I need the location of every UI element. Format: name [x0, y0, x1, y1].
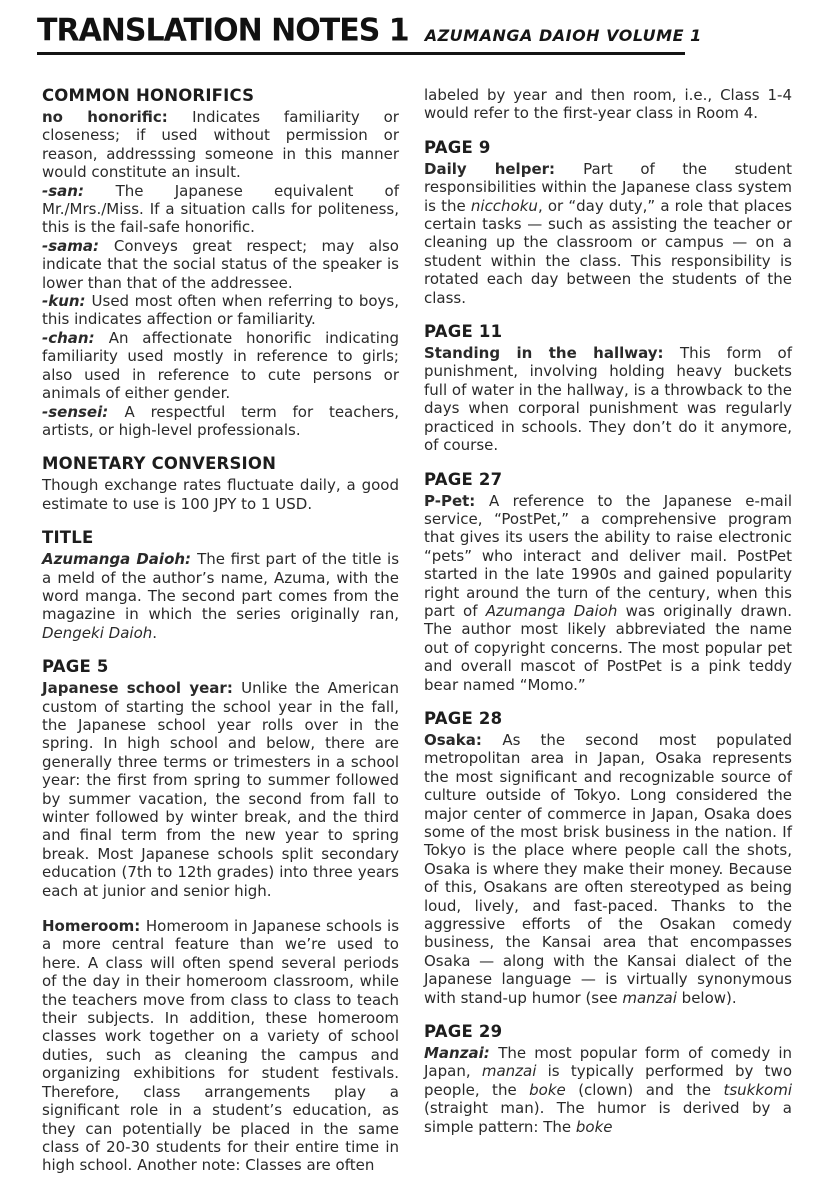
text-run: Though exchange rates fluctuate daily, a good estimate to use is 100 JPY to 1 USD. [42, 476, 399, 513]
page-header [37, 12, 702, 55]
section [424, 470, 792, 694]
text-run: Homeroom: [42, 917, 146, 936]
text-run: (clown) and the [565, 1080, 724, 1099]
text-run: An affectionate honorific indicating familiarity used mostly in reference to girls; also used in reference to cute persons or animals of either gender. [42, 328, 399, 403]
paragraph [42, 237, 399, 292]
paragraph [42, 182, 399, 237]
text-run: A respectful term for teachers, artists, or high-level professionals. [42, 402, 399, 439]
left-column [42, 86, 399, 1175]
section-heading: PAGE 5 [42, 657, 109, 677]
text-run: Conveys great respect; may also indicate that the social status of the speaker is lower than that of the addressee. [42, 236, 399, 292]
section-heading: MONETARY CONVERSION [42, 454, 277, 474]
text-run: The first part of the title is a meld of the author’s name, Azuma, with the word manga. The second part comes from the magazine in which the series originally ran, [42, 550, 400, 624]
section-heading: PAGE 29 [424, 1022, 503, 1042]
text-run: Azumanga Daioh [485, 601, 618, 620]
text-run: was originally drawn. The author most likely abbreviated the name out of copyright concerns. The most popular pet and overall mascot of PostPet is a pink teddy bear named “Momo.” [424, 601, 792, 694]
section [424, 322, 792, 454]
text-run: Used most often when referring to boys, this indicates affection or familiarity. [42, 292, 399, 329]
section [42, 528, 399, 642]
text-run: is typically performed by two people, the [424, 1062, 792, 1099]
text-run: Homeroom in Japanese schools is a more central feature than we’re used to here. A class will often spend several periods of the day in their homeroom classroom, while the teachers move from class to class to teach their subjects. In addition, these homeroom classes work together on a variety of school duties, such as cleaning the campus and organizing exhibitions for student festivals. Therefore, class arrangements play a significant role in a student’s education, as they can potentially be placed in the same class of 20-30 students for their entire time in high school. Another note: Classes are often [42, 917, 400, 1175]
text-run: -sama: [42, 236, 114, 255]
text-run: Dengeki Daioh [42, 623, 153, 642]
section [424, 1022, 792, 1136]
section-heading: PAGE 11 [424, 322, 503, 342]
text-run: Indicates familiarity or closeness; if used without permission or reason, addresssing someone in this manner would constitute an insult. [42, 108, 399, 182]
text-run: As the second most populated metropolitan area in Japan, Osaka represents the most significant and recognizable source of culture outside of Tokyo. Long considered the major center of commerce in Japan, Osaka does some of the most brisk business in the nation. If Tokyo is the place where people call the shots, Osaka is where they make their money. Because of this, Osakans are often stereotyped as being loud, lively, and fast-paced. Thanks to the aggressive efforts of the Osakan comedy business, the Kansai area that encompasses Osaka — along with the Kansai dialect of the Japanese language — is virtually synonymous with stand-up humor (see [424, 730, 792, 1007]
text-run: Unlike the American custom of starting the school year in the fall, the Japanese school year rolls over in the spring. In high school and below, there are generally three terms or trimesters in a school year: the first from spring to summer followed by summer vacation, the second from fall to winter followed by winter break, and the third and final term from the new year to spring break. Most Japanese schools split secondary education (7th to 12th grades) into three years each at junior and senior high. [42, 679, 399, 900]
text-run: The most popular form of comedy in Japan, [424, 1044, 792, 1081]
section [42, 454, 399, 513]
text-run: . [152, 623, 158, 642]
paragraph [42, 108, 399, 182]
text-run: (straight man). The humor is derived by a simple pattern: The [424, 1099, 792, 1136]
section [42, 657, 399, 1175]
section [424, 86, 792, 123]
text-run: Part of the student responsibilities within the Japanese class system is the [424, 159, 792, 215]
text-run: boke [575, 1117, 613, 1136]
text-run: Daily helper: [424, 159, 584, 178]
paragraph [42, 403, 399, 440]
text-run: This form of punishment, involving holding heavy buckets full of water in the hallway, is a throwback to the days when corporal punishment was regularly practiced in schools. They don’t do it anymore, of course. [424, 344, 792, 455]
paragraph [42, 476, 399, 513]
paragraph [42, 917, 399, 1175]
section-heading: TITLE [42, 528, 94, 548]
paragraph [42, 679, 399, 900]
paragraph [42, 329, 399, 403]
text-run: Standing in the hallway: [424, 344, 680, 363]
text-run: Osaka: [424, 730, 503, 749]
paragraph [424, 492, 792, 694]
text-run: nicchoku [470, 196, 538, 215]
text-run: boke [529, 1080, 566, 1099]
text-run: labeled by year and then room, i.e., Class 1-4 would refer to the first-year class in Room 4. [424, 86, 792, 123]
paragraph [424, 86, 792, 123]
text-run: Manzai: [424, 1044, 499, 1063]
text-run: A reference to the Japanese e-mail service, “PostPet,” a comprehensive program that gives its users the ability to raise electronic “pets” who interact and deliver mail. PostPet started in the late 1990s and gained popularity right around the turn of the century, when this part of [424, 491, 792, 620]
section-heading: PAGE 28 [424, 708, 503, 728]
text-run: manzai [481, 1062, 537, 1081]
text-run: , or “day duty,” a role that places certain tasks — such as assisting the teacher or cleaning up the classroom or campus — on a student within the class. This responsibility is rotated each day between the students of the class. [424, 196, 792, 307]
text-run: no honorific: [42, 108, 193, 126]
text-run: Japanese school year: [42, 679, 242, 698]
section-heading: COMMON HONORIFICS [42, 86, 255, 105]
section [42, 86, 399, 439]
text-run: -kun: [42, 292, 92, 311]
text-run: below). [676, 988, 737, 1007]
text-run: Azumanga Daioh: [42, 550, 198, 569]
text-run: tsukkomi [723, 1080, 792, 1099]
paragraph [42, 550, 399, 642]
right-column [424, 86, 792, 1175]
page-subtitle: AZUMANGA DAIOH VOLUME 1 [424, 26, 702, 45]
paragraph [424, 160, 792, 307]
section [424, 138, 792, 307]
section-heading: PAGE 27 [424, 469, 503, 489]
section-heading: PAGE 9 [424, 137, 491, 157]
text-run: -san: [42, 181, 116, 200]
paragraph [424, 731, 792, 1007]
text-run: manzai [622, 988, 677, 1007]
text-run: The Japanese equivalent of Mr./Mrs./Miss. If a situation calls for politeness, this is the fail-safe honorific. [42, 181, 399, 237]
text-run: -chan: [42, 328, 109, 347]
text-run: P-Pet: [424, 491, 490, 510]
section [424, 709, 792, 1007]
text-run: -sensei: [42, 402, 125, 421]
paragraph [42, 292, 399, 329]
paragraph [424, 1044, 792, 1136]
two-column-content [42, 86, 792, 1175]
page-title: TRANSLATION NOTES 1 [37, 12, 409, 49]
paragraph [424, 344, 792, 454]
